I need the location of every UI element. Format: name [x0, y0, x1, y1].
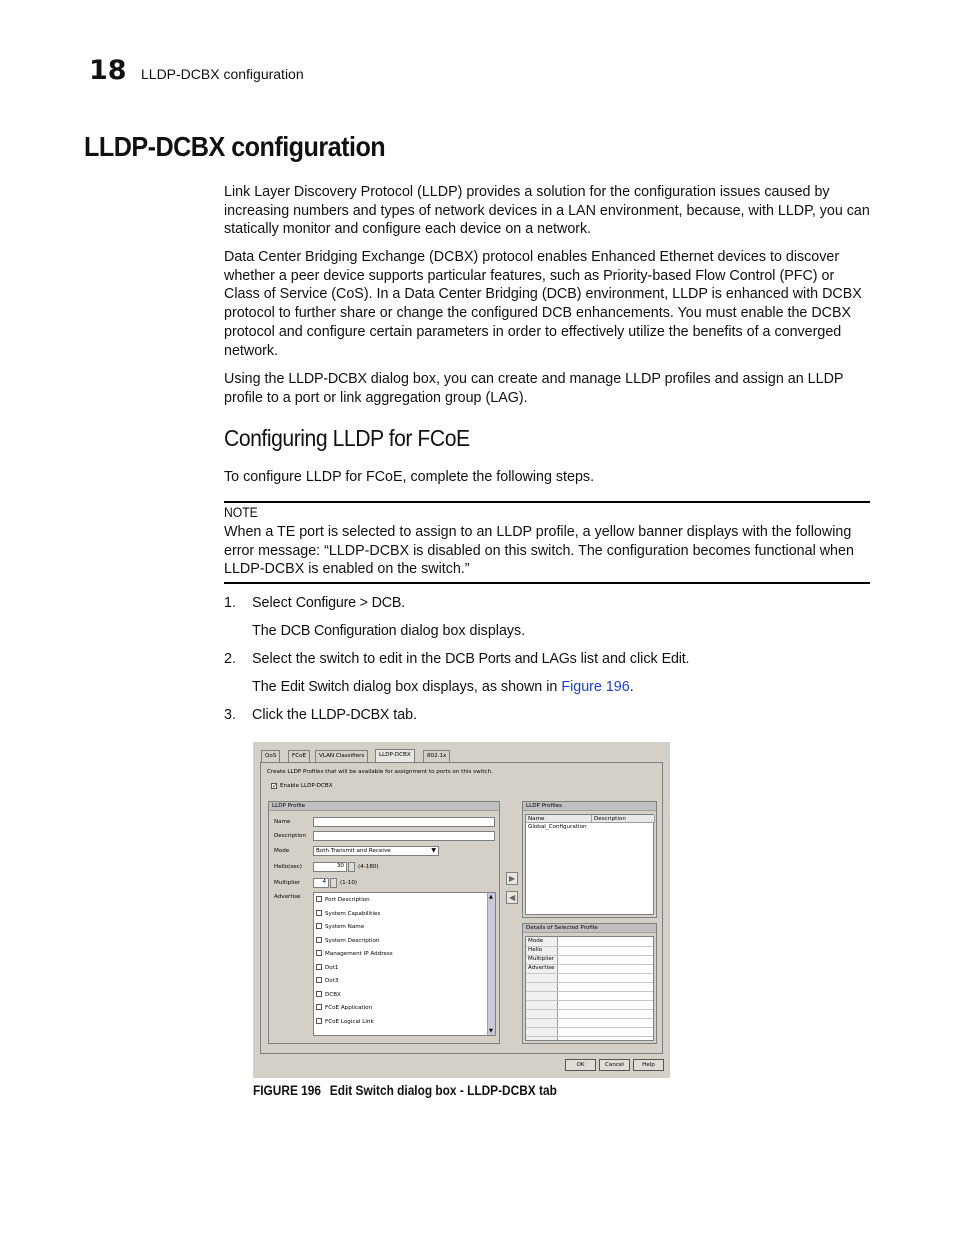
- figure-caption-text: Edit Switch dialog box - LLDP-DCBX tab: [329, 1083, 557, 1098]
- advertise-list[interactable]: [313, 892, 496, 1036]
- step-1-result: [252, 623, 872, 639]
- checkbox-label: Enable LLDP-DCBX: [280, 783, 333, 789]
- list-item: System Capabilities: [325, 910, 381, 917]
- details-group: [522, 923, 657, 1044]
- multiplier-label: Multiplier: [274, 880, 301, 886]
- checkbox-icon: [316, 964, 322, 970]
- row-divider: [526, 946, 653, 947]
- text-span: Click the: [252, 707, 311, 723]
- chapter-number: 18: [89, 55, 127, 86]
- ui-term: LLDP-DCBX: [288, 371, 367, 387]
- checkbox-icon: [316, 991, 322, 997]
- advertise-item-checkbox[interactable]: [316, 937, 380, 944]
- list-item: Management IP Address: [325, 951, 393, 957]
- ui-term: LLDP-DCBX: [310, 707, 390, 723]
- text-span: Select: [252, 595, 296, 611]
- checkbox-checked-icon: ✓: [272, 783, 278, 790]
- step-2-result: [252, 679, 872, 695]
- multiplier-range: (1-10): [340, 880, 358, 886]
- advertise-scrollbar[interactable]: [487, 893, 495, 1035]
- text-span: dialog box displays.: [396, 623, 526, 639]
- tab-lldp-dcbx[interactable]: LLDP-DCBX: [375, 749, 415, 762]
- step-1: [252, 595, 872, 611]
- list-item: FCoE Logical Link: [325, 1018, 374, 1025]
- advertise-item-checkbox[interactable]: [316, 991, 341, 998]
- column-header-name[interactable]: Name: [526, 815, 592, 823]
- multiplier-spinner[interactable]: [330, 878, 337, 888]
- page-title: LLDP-DCBX configuration: [84, 131, 386, 162]
- ok-button[interactable]: OK: [565, 1059, 596, 1071]
- step-2: [252, 651, 872, 667]
- advertise-item-checkbox[interactable]: [316, 923, 364, 930]
- checkbox-icon: [316, 1018, 322, 1024]
- note-text: When a TE port is selected to assign to an LLDP profile, a yellow banner displays with the following error message: “LLDP-DCBX is disabled on this switch. The configuration becomes functional when LLDP-DCBX is enabled on the switch.”: [224, 524, 854, 578]
- enable-lldp-dcbx-checkbox[interactable]: [271, 783, 333, 789]
- list-item: DCBX: [325, 991, 341, 998]
- note-bottom-rule: [224, 582, 870, 584]
- figure-label: FIGURE 196: [253, 1083, 322, 1098]
- tab-panel: [260, 762, 663, 1054]
- details-key: Advertise: [528, 965, 555, 971]
- lldp-profiles-group: [522, 801, 657, 918]
- remove-profile-arrow-button[interactable]: [506, 891, 518, 904]
- row-divider: [526, 1009, 653, 1010]
- table-row[interactable]: Global_Configuration: [528, 824, 587, 830]
- advertise-item-checkbox[interactable]: [316, 950, 393, 957]
- step-number: 3.: [224, 707, 236, 723]
- note-label: NOTE: [224, 505, 258, 520]
- column-header-description[interactable]: Description: [592, 815, 655, 823]
- scroll-up-icon: ▲: [489, 894, 493, 900]
- text-span: .: [629, 679, 634, 695]
- group-title: LLDP Profiles: [523, 802, 656, 811]
- details-key: Hello: [528, 947, 543, 953]
- details-key: Mode: [528, 938, 544, 944]
- text-span: dialog box displays, as shown in: [349, 679, 562, 695]
- name-label: Name: [274, 819, 291, 825]
- advertise-item-checkbox[interactable]: [316, 964, 338, 971]
- intro-paragraph-2: Data Center Bridging Exchange (DCBX) protocol enables Enhanced Ethernet devices to discover whether a peer device supports particular features, such as Priority-based Flow Control (PFC) or Class of Service (CoS). In a Data Center Bridging (DCB) environment, LLDP is enhanced with DCBX protocol to further share or change the configured DCB enhancements. You must enable the DCBX protocol and configure certain parameters in order to effectively utilize the benefits of a converged network.: [224, 249, 862, 359]
- ui-term: Configure > DCB: [295, 595, 402, 611]
- advertise-item-checkbox[interactable]: [316, 1018, 374, 1025]
- mode-selected-value: Both Transmit and Receive: [316, 848, 391, 854]
- text-span: dialog box, you can create and manage LLDP profiles and assign an LLDP profile to a port or link aggregation group (LAG).: [224, 371, 844, 406]
- list-item: FCoE Application: [325, 1005, 373, 1011]
- name-input[interactable]: [313, 817, 495, 827]
- ui-term: Edit Switch: [280, 679, 350, 695]
- dialog-intro-text: Create LLDP Profiles that will be available for assignment to ports on this switch.: [267, 769, 493, 775]
- row-divider: [526, 982, 653, 983]
- tab-802-1x[interactable]: 802.1x: [423, 750, 450, 762]
- lldp-profile-group: [268, 801, 500, 1044]
- text-span: list and click: [576, 651, 662, 667]
- ui-term: DCB Ports and LAGs: [445, 651, 577, 667]
- add-profile-arrow-button[interactable]: [506, 872, 518, 885]
- text-span: The: [252, 679, 281, 695]
- text-span: .: [401, 595, 406, 611]
- advertise-item-checkbox[interactable]: [316, 1004, 372, 1011]
- checkbox-icon: [316, 950, 322, 956]
- advertise-item-checkbox[interactable]: [316, 977, 338, 984]
- list-item: Port Description: [325, 897, 370, 903]
- text-span: The: [252, 623, 281, 639]
- figure-link[interactable]: Figure 196: [561, 679, 630, 695]
- row-divider: [526, 1018, 653, 1019]
- text-span: .: [685, 651, 690, 667]
- row-divider: [526, 973, 653, 974]
- step-3: [252, 707, 872, 723]
- edit-switch-dialog-figure: [253, 742, 670, 1078]
- step-number: 1.: [224, 595, 236, 611]
- description-label: Description: [274, 833, 306, 839]
- running-header-title: LLDP-DCBX configuration: [141, 66, 304, 82]
- chevron-down-icon: ▼: [431, 847, 436, 854]
- hello-input[interactable]: 30: [313, 862, 347, 872]
- checkbox-icon: [316, 937, 322, 943]
- note-top-rule: [224, 501, 870, 503]
- ui-term: DCB Configuration: [280, 623, 397, 639]
- section-lead: To configure LLDP for FCoE, complete the following steps.: [224, 469, 595, 485]
- tab-qos[interactable]: QoS: [261, 750, 280, 762]
- step-number: 2.: [224, 651, 236, 667]
- description-input[interactable]: [313, 831, 495, 841]
- list-item: Dot1: [325, 964, 339, 971]
- details-table: [525, 936, 654, 1041]
- intro-paragraph-3: [224, 370, 870, 407]
- details-key: Multiplier: [528, 956, 555, 962]
- advertise-label: Advertise: [274, 894, 301, 900]
- mode-label: Mode: [274, 848, 290, 854]
- text-span: tab.: [389, 707, 418, 723]
- text-span: Using the: [224, 371, 289, 387]
- arrow-left-icon: ◀: [509, 893, 516, 902]
- tab-fcoe[interactable]: FCoE: [288, 750, 310, 762]
- hello-label: Hello(sec): [274, 864, 302, 870]
- checkbox-icon: [316, 977, 322, 983]
- group-title: Details of Selected Profile: [523, 924, 656, 933]
- multiplier-input[interactable]: 4: [313, 878, 329, 888]
- advertise-item-checkbox[interactable]: [316, 896, 370, 903]
- checkbox-icon: [316, 896, 322, 902]
- checkbox-icon: [316, 923, 322, 929]
- scroll-down-icon: ▼: [489, 1028, 493, 1034]
- row-divider: [526, 991, 653, 992]
- checkbox-icon: [316, 1004, 322, 1010]
- group-title: LLDP Profile: [269, 802, 499, 811]
- section-title: Configuring LLDP for FCoE: [224, 425, 470, 451]
- profiles-table[interactable]: [525, 814, 654, 915]
- checkbox-icon: [316, 910, 322, 916]
- hello-spinner[interactable]: [348, 862, 355, 872]
- text-span: Select the switch to edit in the: [252, 651, 446, 667]
- list-item: System Description: [325, 937, 380, 944]
- arrow-right-icon: ▶: [509, 874, 516, 883]
- tab-vlan-classifiers[interactable]: VLAN Classifiers: [315, 750, 368, 762]
- row-divider: [526, 1027, 653, 1028]
- figure-caption: [253, 1083, 566, 1098]
- hello-range: (4-180): [358, 864, 379, 870]
- cancel-button[interactable]: Cancel: [599, 1059, 630, 1071]
- intro-paragraph-1: Link Layer Discovery Protocol (LLDP) provides a solution for the configuration issues caused by increasing numbers and types of network devices in a LAN environment, because, with LLDP, you can statically monitor and configure each device on a network.: [224, 184, 870, 238]
- ui-term: Edit: [661, 651, 686, 667]
- advertise-item-checkbox[interactable]: [316, 910, 380, 917]
- help-button[interactable]: Help: [633, 1059, 664, 1071]
- list-item: System Name: [325, 924, 365, 930]
- mode-select[interactable]: [313, 846, 439, 856]
- row-divider: [526, 1036, 653, 1037]
- list-item: Dot3: [325, 978, 339, 984]
- row-divider: [526, 1000, 653, 1001]
